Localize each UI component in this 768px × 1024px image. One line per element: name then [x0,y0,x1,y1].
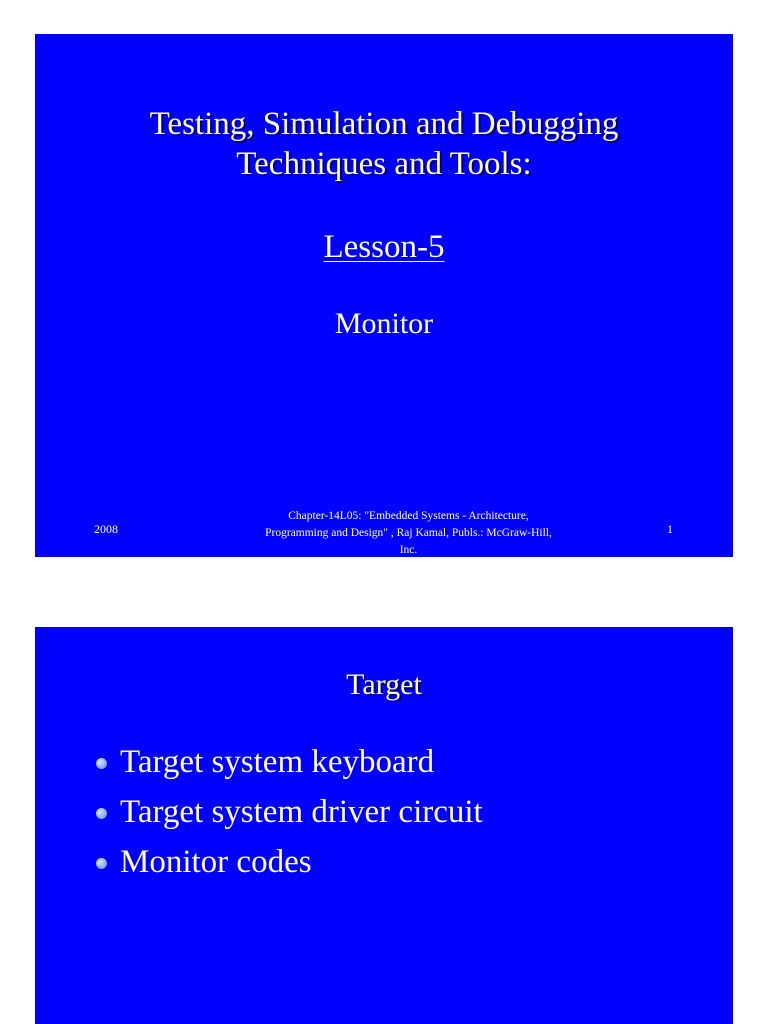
list-item [93,837,483,887]
slide-2 [35,627,733,1024]
citation-line-2: Programming and Design" , Raj Kamal, Publs.: McGraw-Hill, [265,527,552,539]
list-item [93,737,483,787]
page-number: 1 [667,522,673,536]
citation-line-3: Inc. [399,544,418,556]
title-line-2: Techniques and Tools: [236,146,532,182]
bullet-icon [96,808,107,819]
bullet-icon [96,758,107,769]
slide-title [35,104,733,184]
title-line-1: Testing, Simulation and Debugging [149,106,619,142]
list-item-text: Target system driver circuit [120,794,483,830]
citation-line-1: Chapter-14L05: "Embedded Systems - Architecture, [288,510,529,522]
slide-title: Target [346,668,422,701]
lesson-label: Lesson-5 [323,229,445,265]
footer-year: 2008 [94,522,118,536]
list-item [93,787,483,837]
footer-citation [230,508,587,557]
bullet-list [93,737,483,887]
slide-subtitle: Monitor [334,307,434,340]
list-item-text: Monitor codes [120,844,312,880]
list-item-text: Target system keyboard [120,744,435,780]
bullet-icon [96,858,107,869]
slide-1 [35,34,733,557]
